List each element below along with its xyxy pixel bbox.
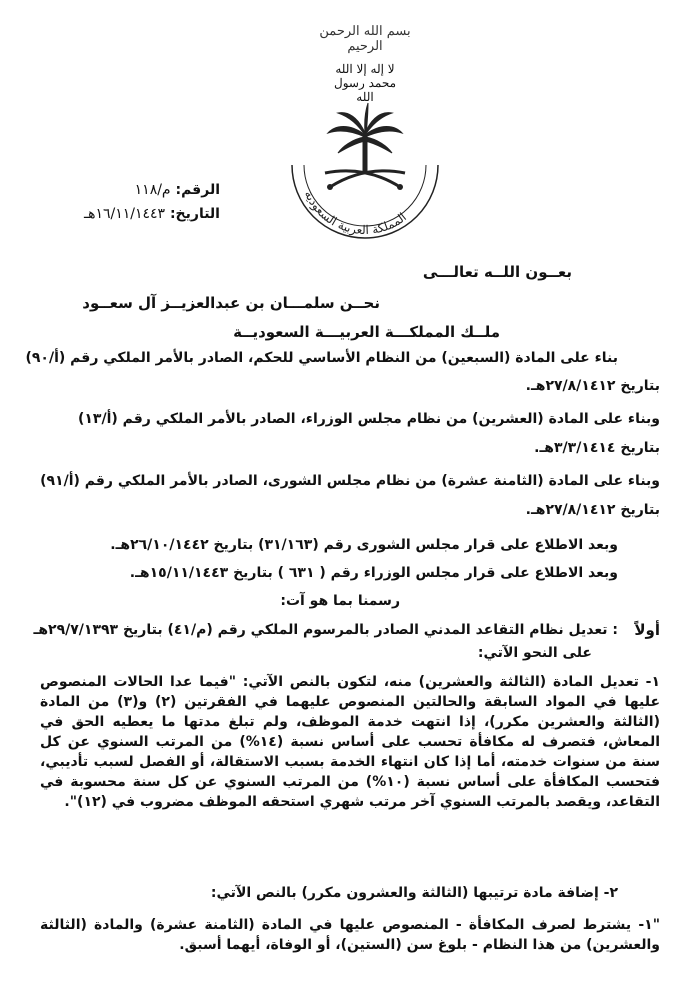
opening-line-2: نحــن سلمـــان بن عبدالعزيــز آل سعــود: [82, 294, 380, 312]
preamble-line: وبعد الاطلاع على قرار مجلس الوزراء رقم ( ٦٣١ ) بتاريخ ١٥/١١/١٤٤٣هـ.: [129, 565, 618, 581]
ref-date-row: [84, 202, 220, 226]
section-first-text: : تعديل نظام التقاعد المدني الصادر بالمرسوم الملكي رقم (م/٤١) بتاريخ ٢٩/٧/١٣٩٣هـ: [33, 622, 618, 638]
date-value: ١٦/١١/١٤٤٣هـ: [84, 206, 166, 222]
shahada-calligraphy: لا إله إلا الله محمد رسول الله: [334, 62, 396, 104]
ref-number-label: الرقم:: [175, 182, 220, 198]
basmala-calligraphy: بسم الله الرحمن الرحيم: [319, 24, 411, 54]
decree-formula: رسمنا بما هو آت:: [280, 593, 400, 609]
opening-line-1: بعــون اللــه تعالـــى: [422, 263, 572, 281]
date-label: التاريخ:: [169, 206, 220, 222]
preamble-line: بتاريخ ٢٧/٨/١٤١٢هـ.: [525, 378, 660, 394]
section-first-label: أولاً: [634, 621, 660, 639]
ref-number-value: م/١١٨: [134, 182, 171, 198]
saudi-emblem: [280, 95, 450, 245]
section-first-text-2: على النحو الآتي:: [477, 645, 592, 661]
emblem-caption: المملكة العربية السعودية: [301, 188, 410, 238]
article-1-paragraph: ١- تعديل المادة (الثالثة والعشرين) منه، لتكون بالنص الآتي: "فيما عدا الحالات المنصوص عليها في المواد السابقة والحالتين المنصوص عليهما في الفقرتين (٢) و(٣) من المادة (الثالثة والعشرين مكرر)، إذا انتهت خدمة الموظف، ولم تبلغ مدتها ما يعطيه الحق في المعاش، فتصرف له مكافأة تحسب على أساس نسبة (١٤%) من المرتب السنوي عن كل سنة من سنوات خدمته، أما إذا كان انتهاء الخدمة بسبب الاستقالة، أو الفصل لسبب تأديبي، فتحسب المكافأة على أساس نسبة (١٠%) من المرتب السنوي عن كل سنة محسوبة في التقاعد، ويقصد بالمرتب السنوي آخر مرتب شهري استحقه الموظف مضروب في (١٢)".: [40, 674, 661, 810]
palm-and-swords-icon: [280, 95, 450, 245]
reference-block: [84, 178, 220, 226]
article-2-quote: "١- يشترط لصرف المكافأة - المنصوص عليها في المادة (الثامنة عشرة) والمادة (الثالثة والعشرين) من هذا النظام - بلوغ سن (الستين)، أو الوفاة، أيهما أسبق.: [40, 917, 660, 953]
preamble-line: بناء على المادة (السبعين) من النظام الأساسي للحكم، الصادر بالأمر الملكي رقم (أ/٩٠): [25, 350, 618, 366]
preamble-line: وبعد الاطلاع على قرار مجلس الشورى رقم (٣١/١٦٣) بتاريخ ٢٦/١٠/١٤٤٢هـ.: [110, 537, 618, 553]
ref-number-row: [84, 178, 220, 202]
preamble-line: بتاريخ ٢٧/٨/١٤١٢هـ.: [525, 502, 660, 518]
article-2-heading: ٢- إضافة مادة ترتيبها (الثالثة والعشرون مكرر) بالنص الآتي:: [210, 885, 618, 901]
preamble-line: بتاريخ ٣/٣/١٤١٤هـ.: [534, 440, 660, 456]
preamble-line: وبناء على المادة (الثامنة عشرة) من نظام مجلس الشورى، الصادر بالأمر الملكي رقم (أ/٩١): [40, 473, 660, 489]
preamble-line: وبناء على المادة (العشرين) من نظام مجلس الوزراء، الصادر بالأمر الملكي رقم (أ/١٣): [77, 411, 660, 427]
opening-line-3: ملــك المملكـــة العربيـــة السعوديــة: [233, 323, 500, 341]
